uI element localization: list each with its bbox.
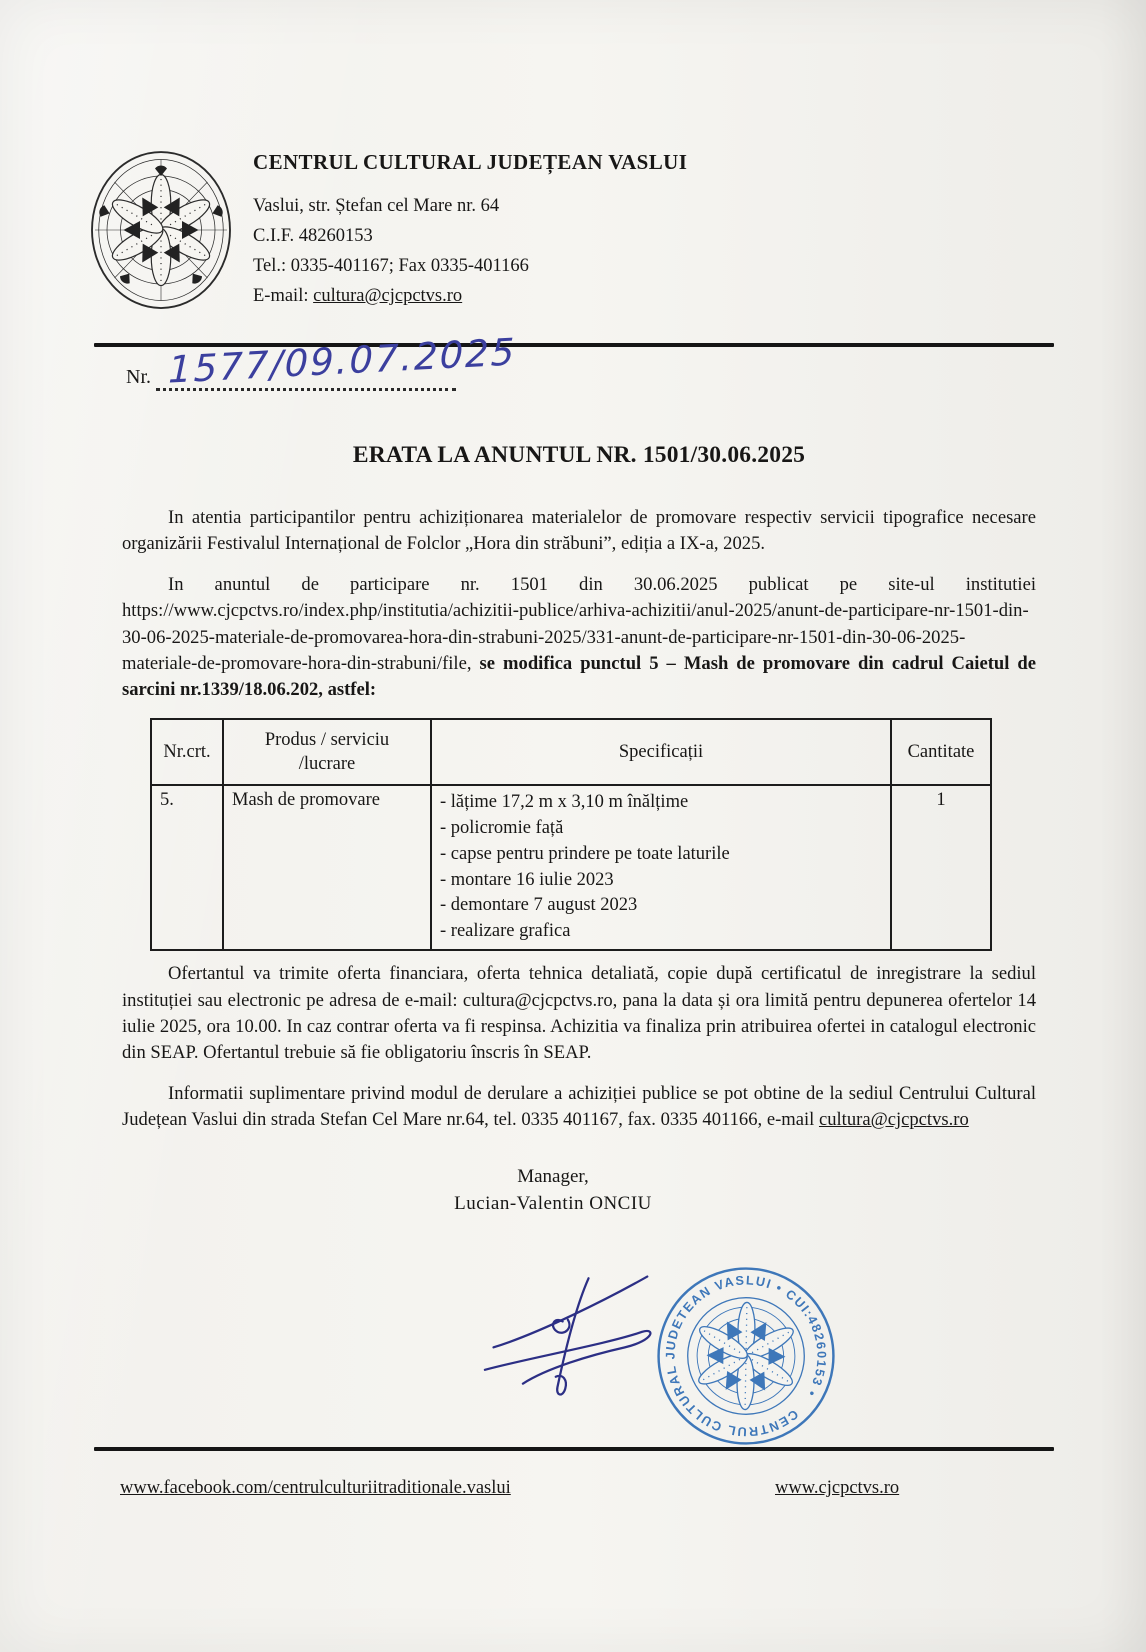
signer-role: Manager, <box>517 1165 589 1187</box>
paragraph-additional-info <box>122 1081 1036 1134</box>
column-header-produs: Produs / serviciu /lucrare <box>223 719 431 785</box>
org-address: Vaslui, str. Ștefan cel Mare nr. 64 <box>253 196 500 216</box>
specification-table <box>150 718 992 951</box>
registration-number-label: Nr. <box>126 366 151 388</box>
contact-email-link[interactable]: cultura@cjcpctvs.ro <box>818 1109 969 1131</box>
spec-item: - lățime 17,2 m x 3,10 m înălțime <box>440 791 689 812</box>
column-header-nr: Nr.crt. <box>151 719 223 785</box>
spec-item: - realizare grafica <box>440 921 571 942</box>
paragraph-announcement <box>122 572 1036 704</box>
website-link[interactable]: www.cjcpctvs.ro <box>775 1478 900 1498</box>
cell-nr-crt: 5. <box>151 785 223 950</box>
signature-block <box>96 1164 1010 1217</box>
document-title: ERATA LA ANUNTUL NR. 1501/30.06.2025 <box>352 442 806 468</box>
registration-number-block <box>126 330 546 412</box>
cell-specificatii <box>431 785 891 950</box>
org-email-label: E-mail: <box>253 286 314 306</box>
cell-produs: Mash de promovare <box>223 785 431 950</box>
column-header-cantitate: Cantitate <box>891 719 991 785</box>
letterhead <box>253 150 893 311</box>
facebook-link[interactable]: www.facebook.com/centrulculturiitraditionale.vaslui <box>120 1478 511 1498</box>
org-cif: C.I.F. 48260153 <box>253 226 373 246</box>
org-email-line <box>253 281 893 311</box>
paragraph-modification-bold: se modifica punctul 5 – Mash de promovare din cadrul Caietul de sarcini nr.1339/18.06.202, astfel: <box>122 652 1036 701</box>
paragraph-intro: In atentia participantilor pentru achiziționarea materialelor de promovare respectiv servicii tipografice necesare organizării Festivalul Internațional de Folclor „Hora din străbuni”, ediția a IX-a, 2025. <box>122 507 1036 555</box>
spec-item: - demontare 7 august 2023 <box>440 895 638 916</box>
paragraph-announcement-text: In anuntul de participare nr. 1501 din 30.06.2025 publicat pe site-ul institutiei https://www.cjcpctvs.ro/index.php/institutia/achizitii-publice/arhiva-achizitii/anul-2025/anunt-de-participare-nr-1501-din-30-06-2025-materiale-de-promovarea-hora-din-strabuni-2025/331-anunt-de-participare-nr-1501-din-30-06-2025-materiale-de-promovare-hora-din-strabuni/file, <box>122 573 1036 674</box>
org-email-link[interactable]: cultura@cjcpctvs.ro <box>313 286 463 306</box>
paragraph-offer-terms: Ofertantul va trimite oferta financiara, oferta tehnica detaliată, copie după certificatul de inregistrare la sediul instituției sau electronic pe adresa de e-mail: cultura@cjcpctvs.ro, pana la data și ora limită pentru depunerea ofertelor 14 iulie 2025, ora 10.00. In caz contrar oferta va fi respinsa. Achizitia va finaliza prin atribuirea ofertei in catalogul electronic din SEAP. Ofertantul trebuie să fie obligatoriu înscris în SEAP. <box>122 963 1036 1064</box>
table-header-row <box>151 719 991 785</box>
table-row <box>151 785 991 950</box>
org-logo-icon <box>86 146 236 314</box>
column-header-specificatii: Specificații <box>431 719 891 785</box>
org-phone-fax: Tel.: 0335-401167; Fax 0335-401166 <box>253 256 529 276</box>
stamp-ring-text: CENTRUL CULTURAL JUDETEAN VASLUI • CUI:48260153 • <box>663 1273 829 1439</box>
footer-divider <box>94 1447 1054 1451</box>
cell-cantitate: 1 <box>891 785 991 950</box>
spec-item: - capse pentru prindere pe toate laturile <box>440 843 730 864</box>
spec-item: - montare 16 iulie 2023 <box>440 869 614 890</box>
document-body <box>122 442 1036 1217</box>
paragraph-additional-info-text: Informatii suplimentare privind modul de derulare a achiziției publice se pot obtine de la sediul Centrului Cultural Județean Vaslui din strada Stefan Cel Mare nr.64, tel. 0335 401167, fax. 0335 401166, e-mail <box>122 1082 1036 1131</box>
signer-name: Lucian-Valentin ONCIU <box>454 1192 652 1214</box>
org-name: CENTRUL CULTURAL JUDEȚEAN VASLUI <box>253 150 688 174</box>
handwritten-registration-number: 1577/09.07.2025 <box>167 330 517 392</box>
spec-item: - policromie față <box>440 817 564 838</box>
